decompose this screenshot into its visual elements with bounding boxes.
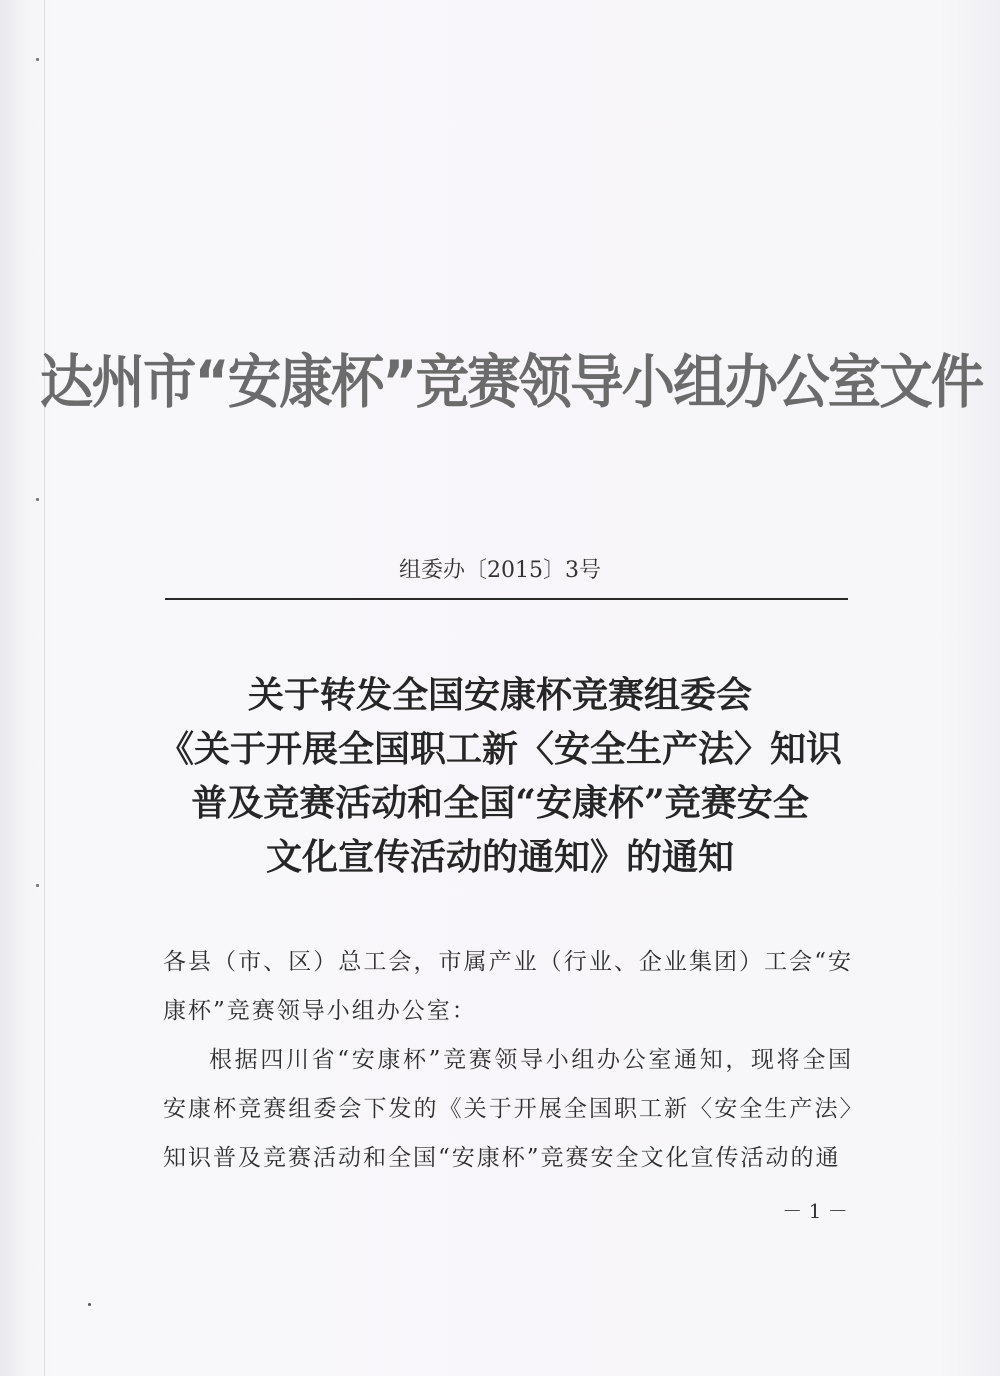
- title-line: 《关于开展全国职工新〈安全生产法〉知识: [157, 728, 842, 770]
- header-divider-line: [165, 598, 848, 600]
- edge-mark: [36, 884, 39, 887]
- salutation: 各县（市、区）总工会，市属产业（行业、企业集团）工会“安康杯”竞赛领导小组办公室：: [163, 949, 853, 1024]
- title-line: 关于转发全国安康杯竞赛组委会: [247, 674, 752, 716]
- title-line: 普及竞赛活动和全国“安康杯”竞赛安全: [191, 782, 809, 824]
- title-line: 文化宣传活动的通知》的通知: [265, 836, 734, 878]
- scan-speck: [88, 1303, 91, 1306]
- document-number: 组委办〔2015〕3号: [399, 558, 601, 583]
- binding-fold-line: [44, 0, 45, 1376]
- edge-mark: [36, 58, 39, 61]
- edge-mark: [36, 498, 39, 501]
- document-header-title: 达州市“安康杯”竞赛领导小组办公室文件: [40, 348, 983, 416]
- body-paragraph: 根据四川省“安康杯”竞赛领导小组办公室通知，现将全国安康杯竞赛组委会下发的《关于开展全国职工新〈安全生产法〉知识普及竞赛活动和全国“安康杯”竞赛安全文化宣传活动的通: [163, 1047, 853, 1171]
- page-number: － 1 －: [782, 1199, 848, 1223]
- document-title: [140, 668, 860, 884]
- document-body: [163, 938, 853, 1183]
